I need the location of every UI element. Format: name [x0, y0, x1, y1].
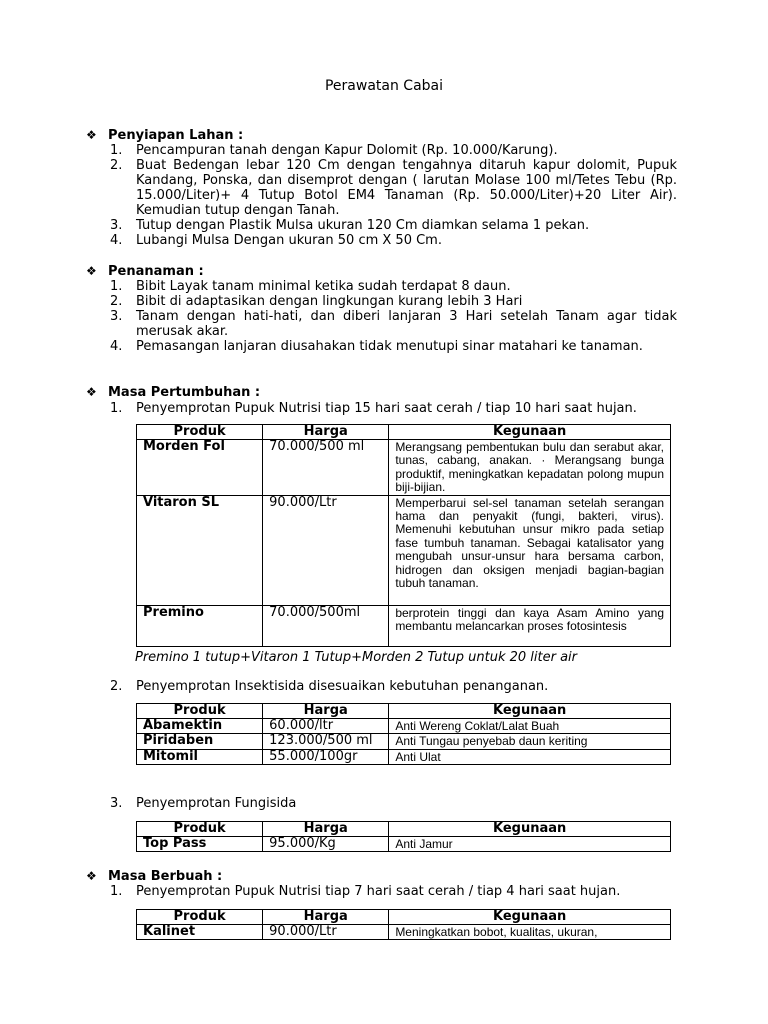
list-pertumbuhan-3 — [110, 796, 677, 811]
cell-harga: 90.000/Ltr — [263, 495, 389, 605]
table-nutrisi — [136, 424, 671, 647]
table-row — [137, 925, 671, 940]
header-harga: Harga — [263, 425, 389, 440]
table-row — [137, 440, 671, 496]
header-kegunaan: Kegunaan — [389, 910, 671, 925]
section-heading-pertumbuhan: ❖ Masa Pertumbuhan : — [86, 385, 261, 400]
table-header-row — [137, 425, 671, 440]
list-item: 3. Tanam dengan hati-hati, dan diberi lanjaran 3 Hari setelah Tanam agar tidak merusak akar. — [110, 309, 677, 339]
list-penyiapan — [110, 143, 677, 248]
cell-kegunaan: berprotein tinggi dan kaya Asam Amino yang membantu melancarkan proses fotosintesis — [389, 605, 671, 646]
diamond-bullet-icon: ❖ — [86, 385, 97, 399]
cell-kegunaan: Memperbarui sel-sel tanaman setelah serangan hama dan penyakit (fungi, bakteri, virus). Memenuhi kebutuhan unsur mikro pada setiap fase tumbuh tanaman. Sebagai katalisator yang mengubah unsur-unsur hara bersama carbon, hidrogen dan oksigen menjadi bagian-bagian tubuh tanaman. — [389, 495, 671, 605]
table-header-row — [137, 704, 671, 719]
list-item: 2. Bibit di adaptasikan dengan lingkungan kurang lebih 3 Hari — [110, 294, 523, 309]
cell-kegunaan: Anti Jamur — [389, 837, 671, 852]
table-row — [137, 495, 671, 605]
cell-harga: 55.000/100gr — [263, 749, 389, 764]
list-item: 3. Tutup dengan Plastik Mulsa ukuran 120 Cm diamkan selama 1 pekan. — [110, 218, 590, 233]
mix-note: Premino 1 tutup+Vitaron 1 Tutup+Morden 2 Tutup untuk 20 liter air — [135, 650, 577, 665]
header-produk: Produk — [137, 822, 263, 837]
cell-produk: Vitaron SL — [137, 495, 263, 605]
list-penanaman — [110, 279, 677, 354]
table-row — [137, 734, 671, 749]
list-item: 1. Bibit Layak tanam minimal ketika sudah terdapat 8 daun. — [110, 279, 511, 294]
table-insektisida — [136, 703, 671, 765]
cell-produk: Kalinet — [137, 925, 263, 940]
table-berbuah — [136, 909, 671, 940]
cell-kegunaan: Anti Wereng Coklat/Lalat Buah — [389, 719, 671, 734]
cell-harga: 90.000/Ltr — [263, 925, 389, 940]
page-title: Perawatan Cabai — [324, 78, 444, 94]
list-item: 1. Penyemprotan Pupuk Nutrisi tiap 7 hari saat cerah / tiap 4 hari saat hujan. — [110, 884, 621, 899]
cell-kegunaan: Meningkatkan bobot, kualitas, ukuran, — [389, 925, 671, 940]
cell-kegunaan: Anti Ulat — [389, 749, 671, 764]
table-row — [137, 719, 671, 734]
list-pertumbuhan-1 — [110, 401, 677, 416]
cell-kegunaan: Merangsang pembentukan bulu dan serabut akar, tunas, cabang, anakan. · Merangsang bunga produktif, meningkatkan kepadatan polong mupun biji-bijian. — [389, 440, 671, 496]
section-heading-berbuah: ❖ Masa Berbuah : — [86, 869, 223, 884]
list-pertumbuhan-2 — [110, 679, 677, 694]
cell-produk: Premino — [137, 605, 263, 646]
cell-harga: 60.000/ltr — [263, 719, 389, 734]
cell-harga: 70.000/500ml — [263, 605, 389, 646]
table-row — [137, 837, 671, 852]
header-harga: Harga — [263, 704, 389, 719]
list-item: 2. Penyemprotan Insektisida disesuaikan kebutuhan penanganan. — [110, 679, 549, 694]
cell-produk: Morden Fol — [137, 440, 263, 496]
table-header-row — [137, 910, 671, 925]
section-heading-penanaman: ❖ Penanaman : — [86, 264, 204, 279]
list-item: 1. Pencampuran tanah dengan Kapur Dolomit (Rp. 10.000/Karung). — [110, 143, 558, 158]
header-produk: Produk — [137, 910, 263, 925]
table-row — [137, 749, 671, 764]
diamond-bullet-icon: ❖ — [86, 264, 97, 278]
header-kegunaan: Kegunaan — [389, 822, 671, 837]
list-item: 2. Buat Bedengan lebar 120 Cm dengan tengahnya ditaruh kapur dolomit, Pupuk Kandang, Ponska, dan disemprot dengan ( larutan Molase 100 ml/Tetes Tebu (Rp. 15.000/Liter)+ 4 Tutup Botol EM4 Tanaman (Rp. 50.000/Liter)+20 Liter Air). Kemudian tutup dengan Tanah. — [110, 158, 677, 218]
header-kegunaan: Kegunaan — [389, 425, 671, 440]
cell-produk: Piridaben — [137, 734, 263, 749]
cell-harga: 70.000/500 ml — [263, 440, 389, 496]
table-header-row — [137, 822, 671, 837]
cell-harga: 123.000/500 ml — [263, 734, 389, 749]
cell-produk: Mitomil — [137, 749, 263, 764]
list-item: 1. Penyemprotan Pupuk Nutrisi tiap 15 hari saat cerah / tiap 10 hari saat hujan. — [110, 401, 637, 416]
header-harga: Harga — [263, 822, 389, 837]
cell-kegunaan: Anti Tungau penyebab daun keriting — [389, 734, 671, 749]
cell-produk: Top Pass — [137, 837, 263, 852]
list-berbuah — [110, 884, 677, 899]
header-harga: Harga — [263, 910, 389, 925]
diamond-bullet-icon: ❖ — [86, 869, 97, 883]
list-item: 3. Penyemprotan Fungisida — [110, 796, 297, 811]
header-produk: Produk — [137, 704, 263, 719]
header-kegunaan: Kegunaan — [389, 704, 671, 719]
list-item: 4. Pemasangan lanjaran diusahakan tidak menutupi sinar matahari ke tanaman. — [110, 339, 643, 354]
header-produk: Produk — [137, 425, 263, 440]
section-heading-penyiapan: ❖ Penyiapan Lahan : — [86, 128, 244, 143]
list-item: 4. Lubangi Mulsa Dengan ukuran 50 cm X 50 Cm. — [110, 233, 442, 248]
cell-produk: Abamektin — [137, 719, 263, 734]
table-row — [137, 605, 671, 646]
table-fungisida — [136, 821, 671, 852]
cell-harga: 95.000/Kg — [263, 837, 389, 852]
diamond-bullet-icon: ❖ — [86, 128, 97, 142]
